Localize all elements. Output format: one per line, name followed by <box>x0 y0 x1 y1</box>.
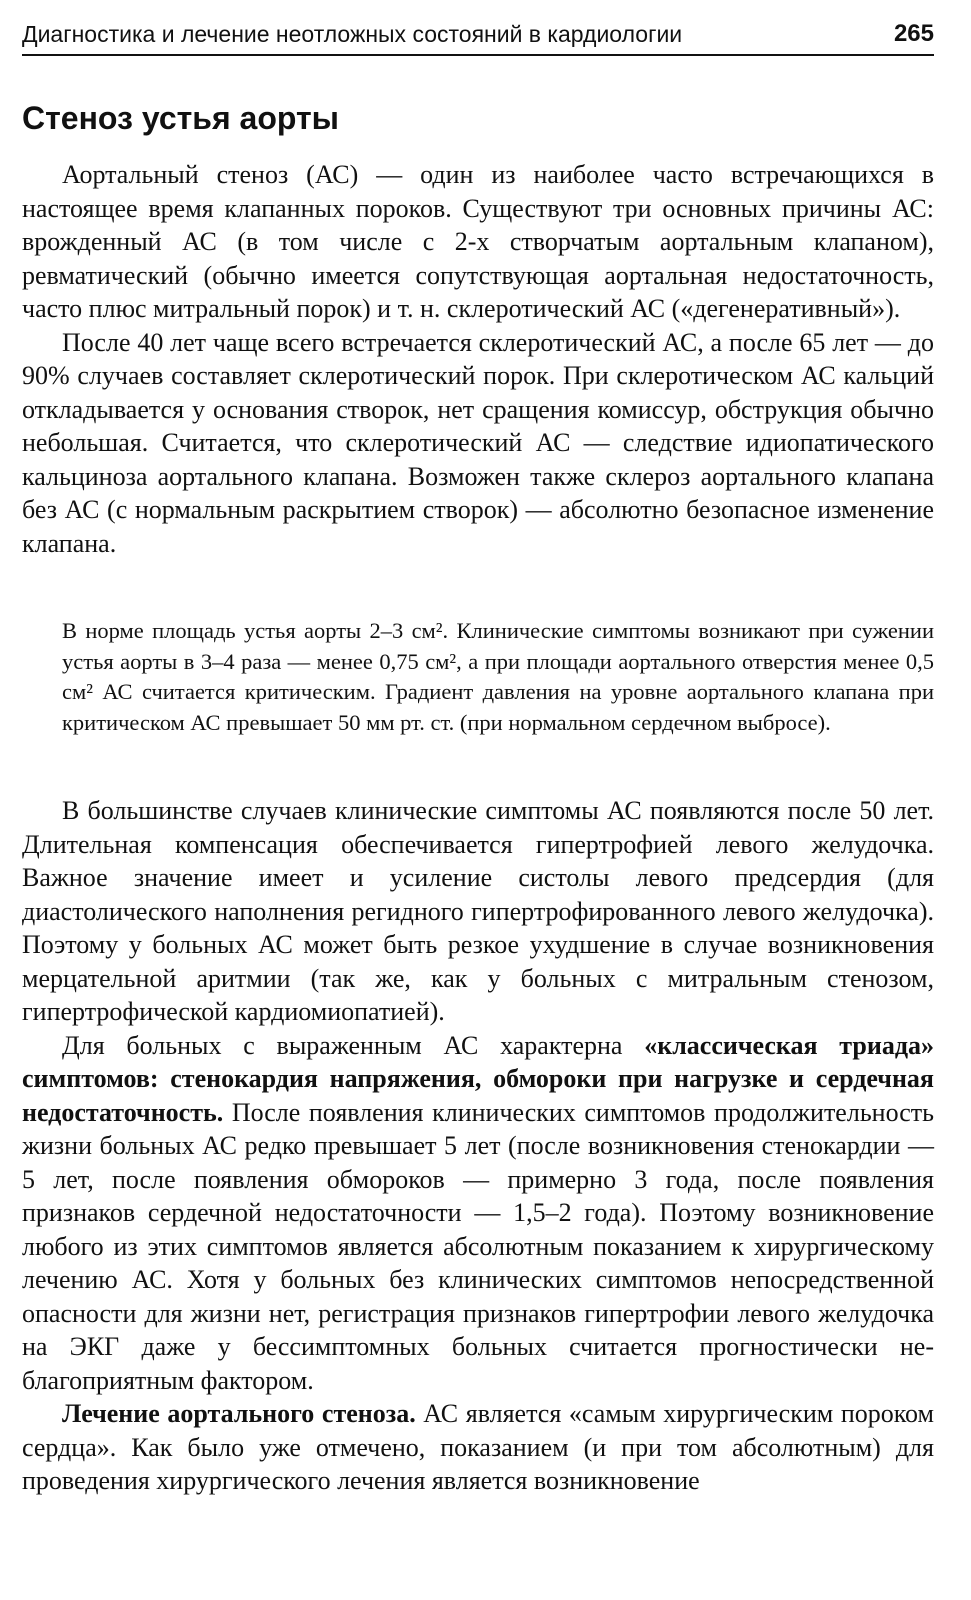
page-number: 265 <box>893 20 934 47</box>
body-text-block-2 <box>22 794 934 1498</box>
paragraph-2: После 40 лет чаще всего встречается склеротический АС, а после 65 лет — до 90% случаев составляет склеротический порок. При склеротическом АС кальций откладывается у основания створок, нет сращения комиссур, обструкция обычно небольшая. Считается, что склеротический АС — следствие идиопатического кальциноза аортального клапана. Возможен также склероз аортального клапана без АС (с нормальным раскрытием створок) — абсолютно безопасное изменение клапана. <box>22 327 934 558</box>
small-print-note <box>62 616 934 738</box>
section-title: Стеноз устья аорты <box>22 100 339 136</box>
paragraph-4-lead: Для больных с выраженным АС характерна <box>62 1030 645 1060</box>
paragraph-5-rest: АС является «самым хирургическим пороком сердца». Как было уже отмечено, показанием (и при том абсолютным) для проведения хирургического лечения является возникновение <box>22 1399 935 1495</box>
paragraph-4-rest: После появления клинических симптомов продолжительность жизни больных АС редко превышает 5 лет (после возникновения стенокардии — 5 лет, после появления обмороков — примерно 3 года, после появления признаков сердечной недостаточности — 1,5–2 года). Поэтому возникновение любого из этих симптомов является абсолютным показанием к хирургическому лечению АС. Хотя у больных без клинических симптомов непосредственной опасности для жизни нет, регистрация признаков гипертрофии левого желудочка на ЭКГ даже у бессимптомных больных считается прогностически неблагоприятным фактором. <box>22 1097 934 1395</box>
paragraph-4 <box>22 1029 934 1398</box>
paragraph-5 <box>22 1397 934 1498</box>
paragraph-1: Аортальный стеноз (АС) — один из наиболее часто встречающихся в настоящее время клапанных пороков. Существуют три основных причины АС: врожденный АС (в том числе с 2-х створчатым аортальным клапаном), ревматический (обычно имеется сопутствующая аортальная недостаточность, часто плюс митральный порок) и т. н. склеротический АС («дегенеративный»). <box>22 160 934 323</box>
body-text-block-1 <box>22 158 934 560</box>
paragraph-3: В большинстве случаев клинические симптомы АС появляются после 50 лет. Длительная компенсация обеспечивается гипертрофией левого желудочка. Важное значение имеет и усиление систолы левого предсердия (для диастолического наполнения регидного гипертрофированного левого желудочка). Поэтому у больных АС может быть резкое ухудшение в случае возникновения мерцательной аритмии (так же, как у больных с митральным стенозом, гипертрофической кардиомиопатией). <box>22 796 934 1026</box>
treatment-heading: Лечение аортального стеноза. <box>62 1399 416 1428</box>
running-head-title: Диагностика и лечение неотложных состояний в кардиологии <box>22 21 683 47</box>
classic-triad-emphasis: «классическая триада» симптомов: стенокардия напряжения, обмороки при нагрузке и сердечная недостаточность. <box>22 1030 934 1127</box>
running-head <box>22 14 934 56</box>
note-paragraph: В норме площадь устья аорты 2–3 см². Клинические симптомы возникают при сужении устья аорты в 3–4 раза — менее 0,75 см², а при площади аортального отверстия менее 0,5 см² АС считается критическим. Градиент давления на уровне аортального клапана при критическом АС превышает 50 мм рт. ст. (при нормальном сердечном выбросе). <box>62 618 934 735</box>
